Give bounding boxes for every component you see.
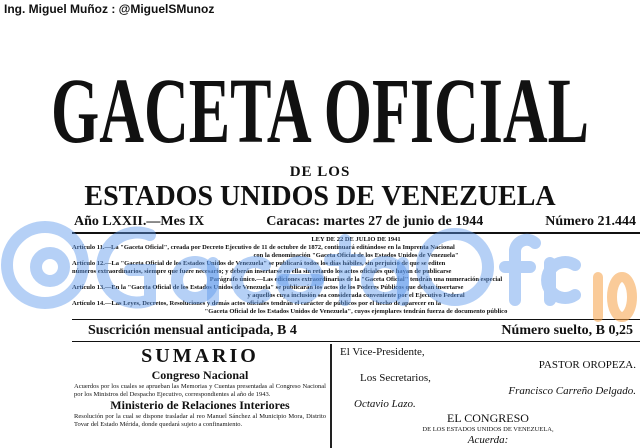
secretaries-label: Los Secretarios, (360, 372, 431, 384)
vp-label: El Vice-Presidente, (340, 346, 425, 358)
sumario-title: SUMARIO (141, 345, 259, 367)
sumario-text: Acuerdos por los cuales se aprueban las Memorias y Cuentas presentadas al Congreso Nacional por los Ministros del Despacho Ejecutivo, correspondientes al año de 1943. (74, 383, 326, 398)
divider (72, 341, 640, 342)
law-excerpt (72, 236, 640, 316)
single-issue-price: Número suelto, B 0,25 (501, 323, 633, 338)
sumario-section: Congreso Nacional (151, 368, 249, 382)
issue-info-line (74, 213, 636, 231)
masthead (0, 62, 640, 162)
column-divider (330, 344, 332, 448)
law-line: y aquellos cuya inclusión sea considerada conveniente por el Ejecutivo Federal (247, 292, 465, 299)
price-line (88, 322, 633, 339)
secretary-name: Francisco Carreño Delgado. (508, 385, 636, 397)
law-line: Artículo 12.—La "Gaceta Oficial de los Estados Unidos de Venezuela" se publicará todos los días hábiles, sin perjuicio de que se editen (72, 260, 446, 267)
congress-subheading: DE LOS ESTADOS UNIDOS DE VENEZUELA, (422, 426, 554, 433)
law-line: Artículo 11.—La "Gaceta Oficial", creada por Decreto Ejecutivo de 11 de octubre de 1872, continuará editándose en la Imprenta Nacional (72, 244, 455, 251)
law-line: "Gaceta Oficial de los Estados Unidos de Venezuela", cuyos ejemplares tendrán fuerza de documento público (204, 308, 508, 315)
sumario-text: Resolución por la cual se dispone trasladar al reo Manuel Sánchez al Municipio Mora, Distrito Tovar del Estado Mérida, donde quedará sujeto a confinamiento. (74, 413, 326, 428)
issue-place-date: Caracas: martes 27 de junio de 1944 (266, 214, 484, 229)
sumario-column (74, 344, 326, 428)
secretary-name: Octavio Lazo. (354, 398, 416, 410)
issue-year-month: Año LXXII.—Mes IX (74, 214, 205, 229)
divider (72, 319, 640, 320)
sumario-section: Ministerio de Relaciones Interiores (110, 398, 290, 412)
issue-number: Número 21.444 (545, 214, 636, 229)
author-credit: Ing. Miguel Muñoz : @MiguelSMunoz (4, 2, 215, 16)
congress-heading: EL CONGRESO (447, 411, 529, 425)
acuerda-heading: Acuerda: (467, 434, 509, 446)
law-line: Artículo 13.—En la "Gaceta Oficial de los Estados Unidos de Venezuela" se publicarán los actos de los Poderes Públicos que deban insertarse (72, 284, 464, 291)
divider (72, 232, 640, 234)
masthead-title: GACETA OFICIAL (51, 61, 589, 163)
law-line: con la denominación "Gaceta Oficial de los Estados Unidos de Venezuela" (253, 252, 459, 259)
masthead-de-los: DE LOS (289, 164, 351, 180)
law-line: números extraordinarios, siempre que fuere necesario; y deberán insertarse en ella sin retardo los actos oficiales que hayan de publicarse (72, 268, 452, 275)
masthead-country: ESTADOS UNIDOS DE VENEZUELA (84, 181, 556, 212)
law-line: Artículo 14.—Las Leyes, Decretos, Resoluciones y demás actos oficiales tendrán el carácter de públicos por el hecho de aparecer en la (72, 300, 441, 307)
vp-name: PASTOR OROPEZA. (538, 359, 636, 371)
law-line: Parágrafo único.—Las ediciones extraordinarias de la "Gaceta Oficial" tendrán una numeración especial (209, 276, 503, 283)
law-heading: LEY DE 22 DE JULIO DE 1941 (311, 236, 401, 243)
subscription-price: Suscrición mensual anticipada, B 4 (88, 323, 297, 338)
signatures-column (340, 346, 636, 447)
